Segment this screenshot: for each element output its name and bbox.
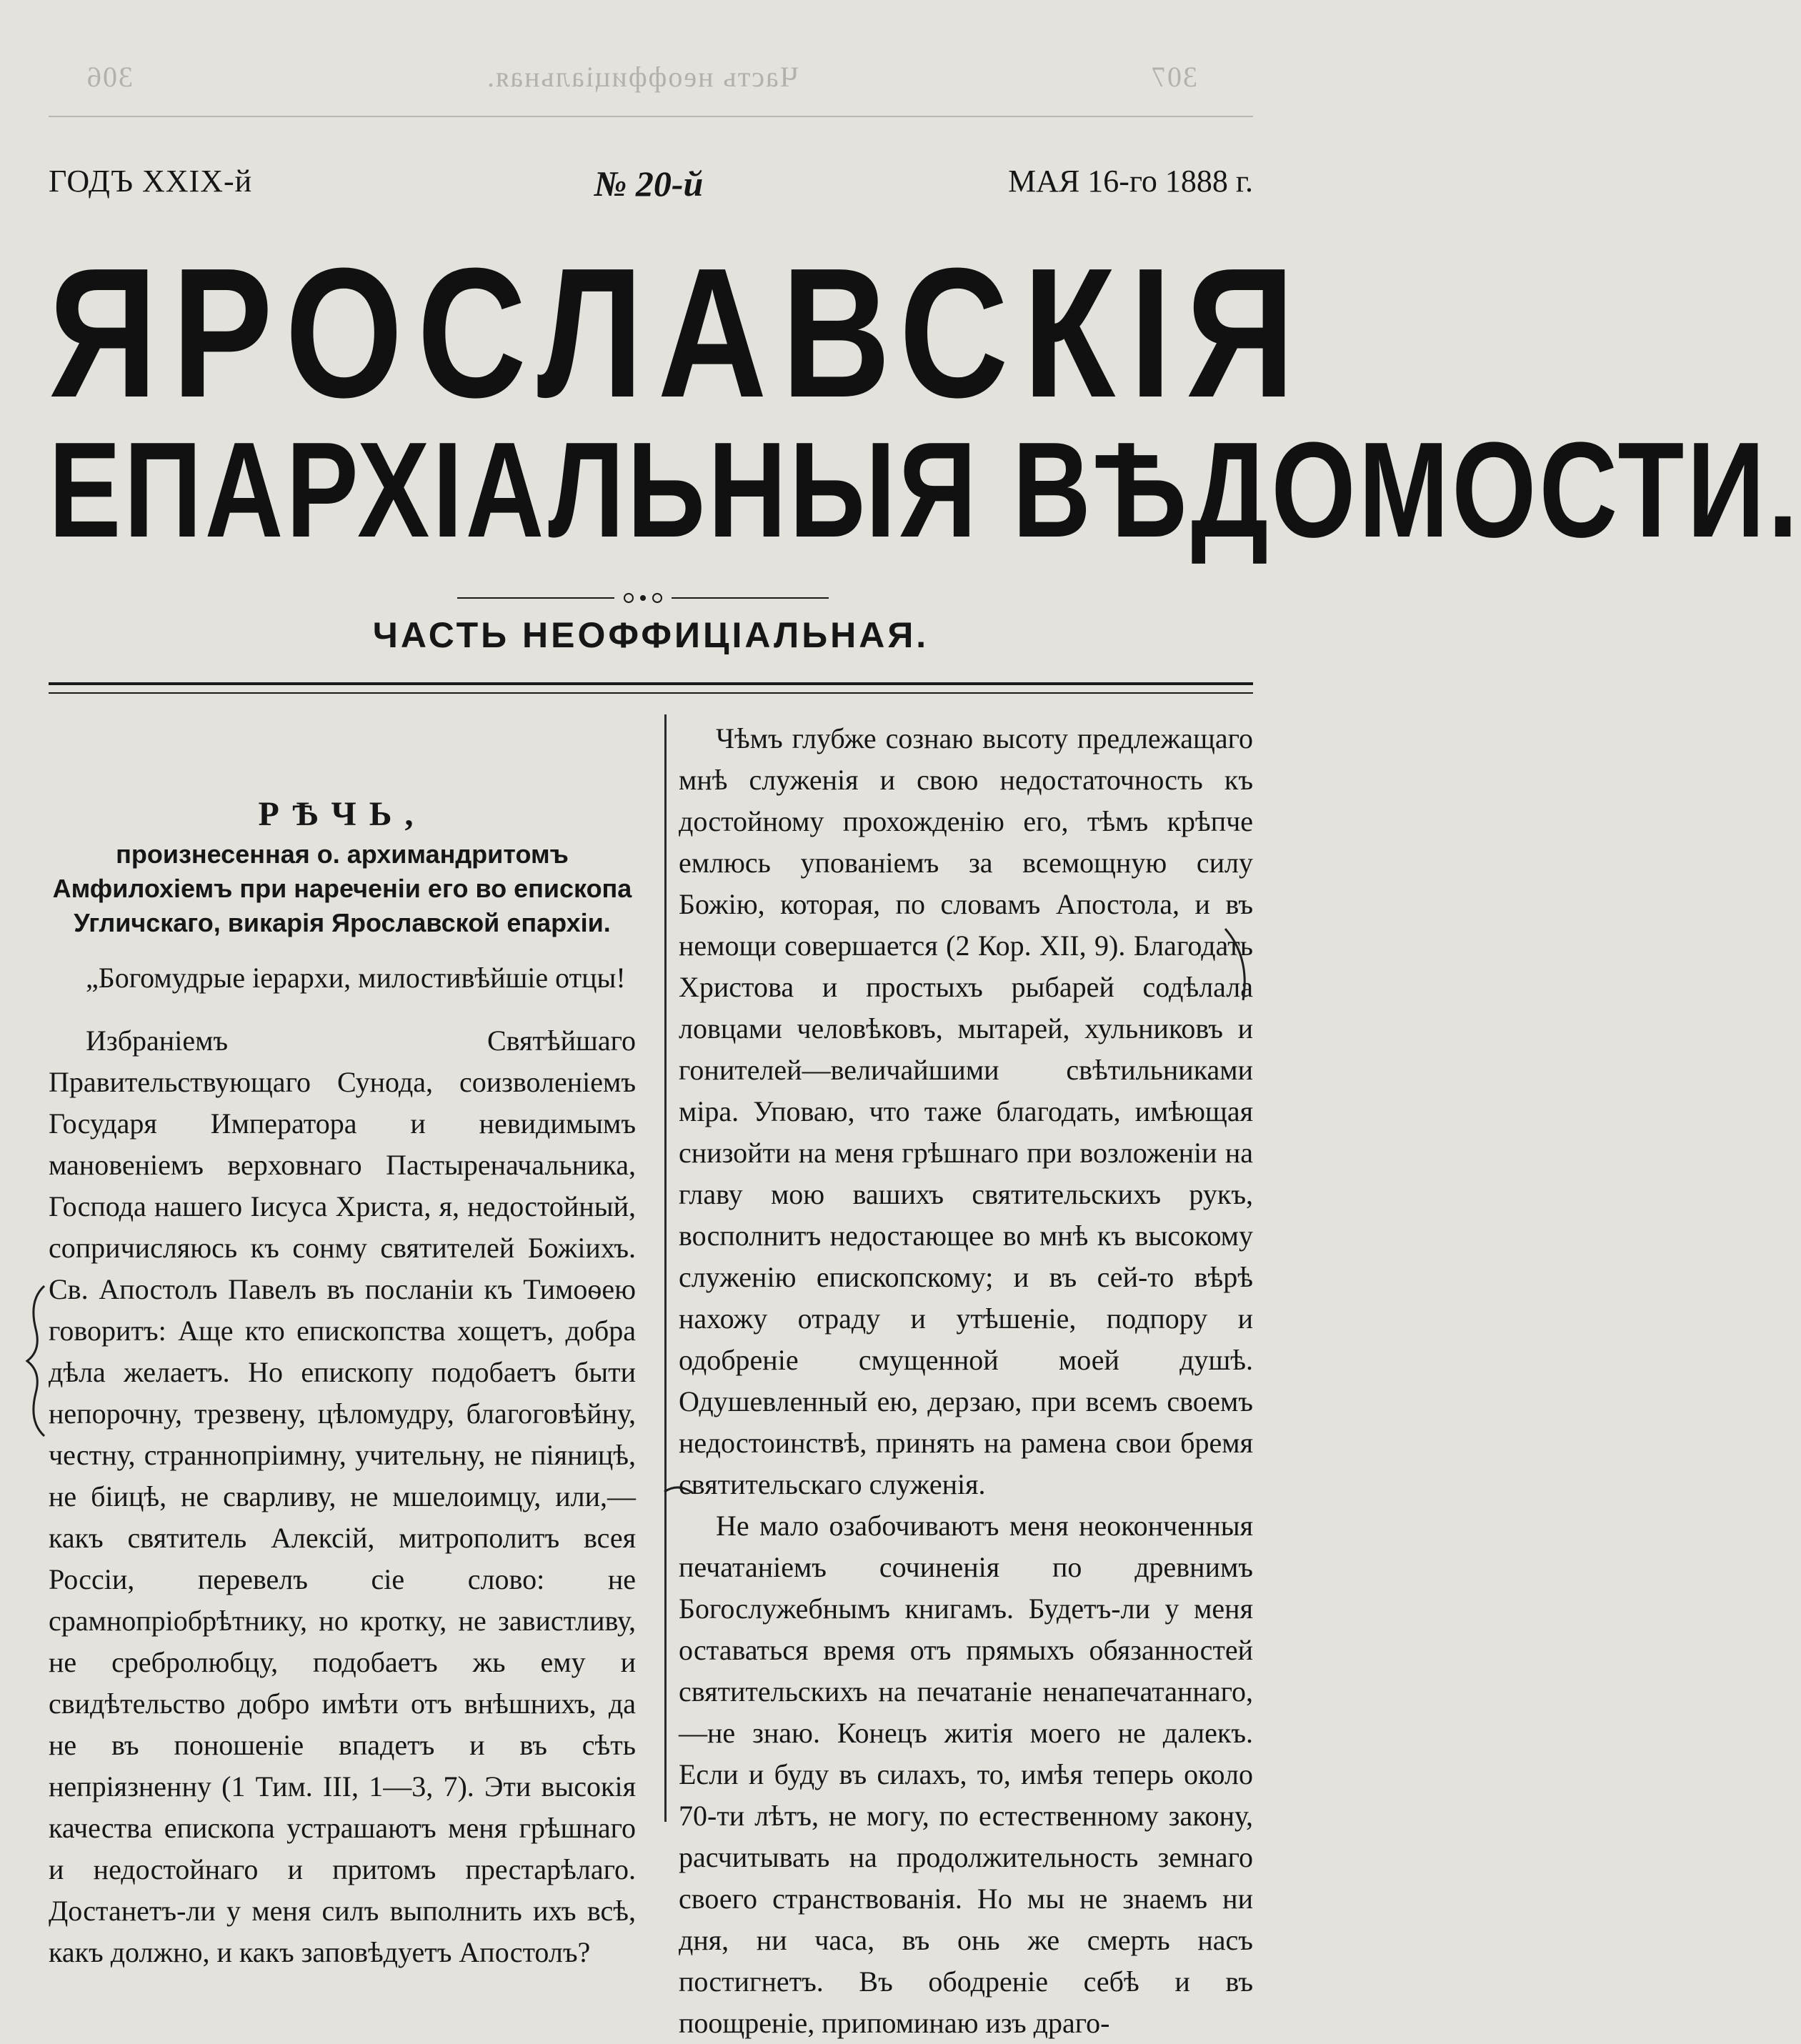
bleed-page-number-left: 306 [86,61,133,93]
bleed-page-number-right: 307 [1150,61,1197,93]
masthead-title-line2: ЕПАРХІАЛЬНЫЯ ВѢДОМОСТИ. [49,414,1801,567]
section-title: ЧАСТЬ НЕОФФИЦІАЛЬНАЯ. [372,615,929,655]
year-label: ГОДЪ XXIX-й [49,164,253,199]
margin-arc-mark [1225,929,1244,1000]
speech-subtitle: произнесенная о. архимандритомъ Амфилохіемъ при нареченіи его во епископа Угличскаго, викарія Ярославской епархіи. [52,839,632,937]
issue-number: № 20-й [594,164,704,204]
left-paragraph: Избраніемъ Святѣйшаго Правительствующаго Сунода, соизволеніемъ Государя Императора и невидимымъ мановеніемъ верховнаго Пастыреначальника, Господа нашего Іисуса Христа, я, недостойный, сопричисляюсь къ сонму святителей Божіихъ. Св. Апостолъ Павелъ въ посланіи къ Тимоѳею говоритъ: Аще кто епископства хощетъ, добра дѣла желаетъ. Но епископу подобаетъ быти непорочну, трезвену, цѣломудру, благоговѣйну, честну, страннопріимну, учительну, не піяницѣ, не біицѣ, не сварливу, не мшелоимцу, или,—какъ святитель Алексій, митрополитъ всея Россіи, перевелъ сіе слово: не срамнопріобрѣтнику, но кротку, не завистливу, не сребролюбцу, подобаетъ жь ему и свидѣтельство добро имѣти отъ внѣшнихъ, да не въ поношеніе впадетъ и въ сѣть непріязненну (1 Тим. III, 1—3, 7). Эти высокія качества епископа устрашаютъ меня грѣшнаго и недостойнаго и притомъ престарѣлаго. Достанетъ-ли у меня силъ выполнить ихъ всѣ, какъ должно, и какъ заповѣдуетъ Апостолъ? [49,1025,636,1968]
bleed-running-head: Часть неоффиціальная. [486,61,799,93]
margin-brace-mark [27,1286,44,1436]
issue-date: МАЯ 16-го 1888 г. [1008,164,1253,199]
margin-tick-mark [664,1487,693,1493]
right-paragraph-1: Чѣмъ глубже сознаю высоту предлежащаго мнѣ служенія и свою недостаточность къ достойному прохожденію его, тѣмъ крѣпче емлюсь упованіемъ за всемощную силу Божію, которая, по словамъ Апостола, и въ немощи совершается (2 Кор. XII, 9). Благодать Христова и простыхъ рыбарей содѣлала ловцами человѣковъ, мытарей, хульниковъ и гонителей—величайшими свѣтильниками міра. Уповаю, что таже благодать, имѣющая снизойти на меня грѣшнаго при возложеніи на главу мою вашихъ святительскихъ рукъ, восполнитъ недостающее во мнѣ къ высокому служенію епископскому; и въ сей-то вѣрѣ нахожу отраду и утѣшеніе, подпору и одобреніе смущенной моей душѣ. Одушевленный ею, дерзаю, при всемъ своемъ недостоинствѣ, принять на рамена свои бремя святительскаго служенія. [679,722,1253,1500]
right-paragraph-2: Не мало озабочиваютъ меня неоконченныя печатаніемъ сочиненія по древнимъ Богослужебнымъ книгамъ. Будетъ-ли у меня оставаться время отъ прямыхъ обязанностей святительскихъ на печатаніе ненапечатаннаго,—не знаю. Конецъ житія моего не далекъ. Если и буду въ силахъ, то, имѣя теперь около 70-ти лѣтъ, не могу, по естественному закону, расчитывать на продолжительность земнаго своего странствованія. Но мы не знаемъ ни дня, ни часа, въ онь же смерть насъ постигнетъ. Въ ободреніе себѣ и въ поощреніе, припоминаю изъ драго- [679,1510,1253,2039]
masthead-title-line1: ЯРОСЛАВСКІЯ [49,229,1309,436]
speech-address: „Богомудрые іерархи, милостивѣйшіе отцы! [86,962,626,994]
speech-title: РѢЧЬ, [258,795,426,833]
